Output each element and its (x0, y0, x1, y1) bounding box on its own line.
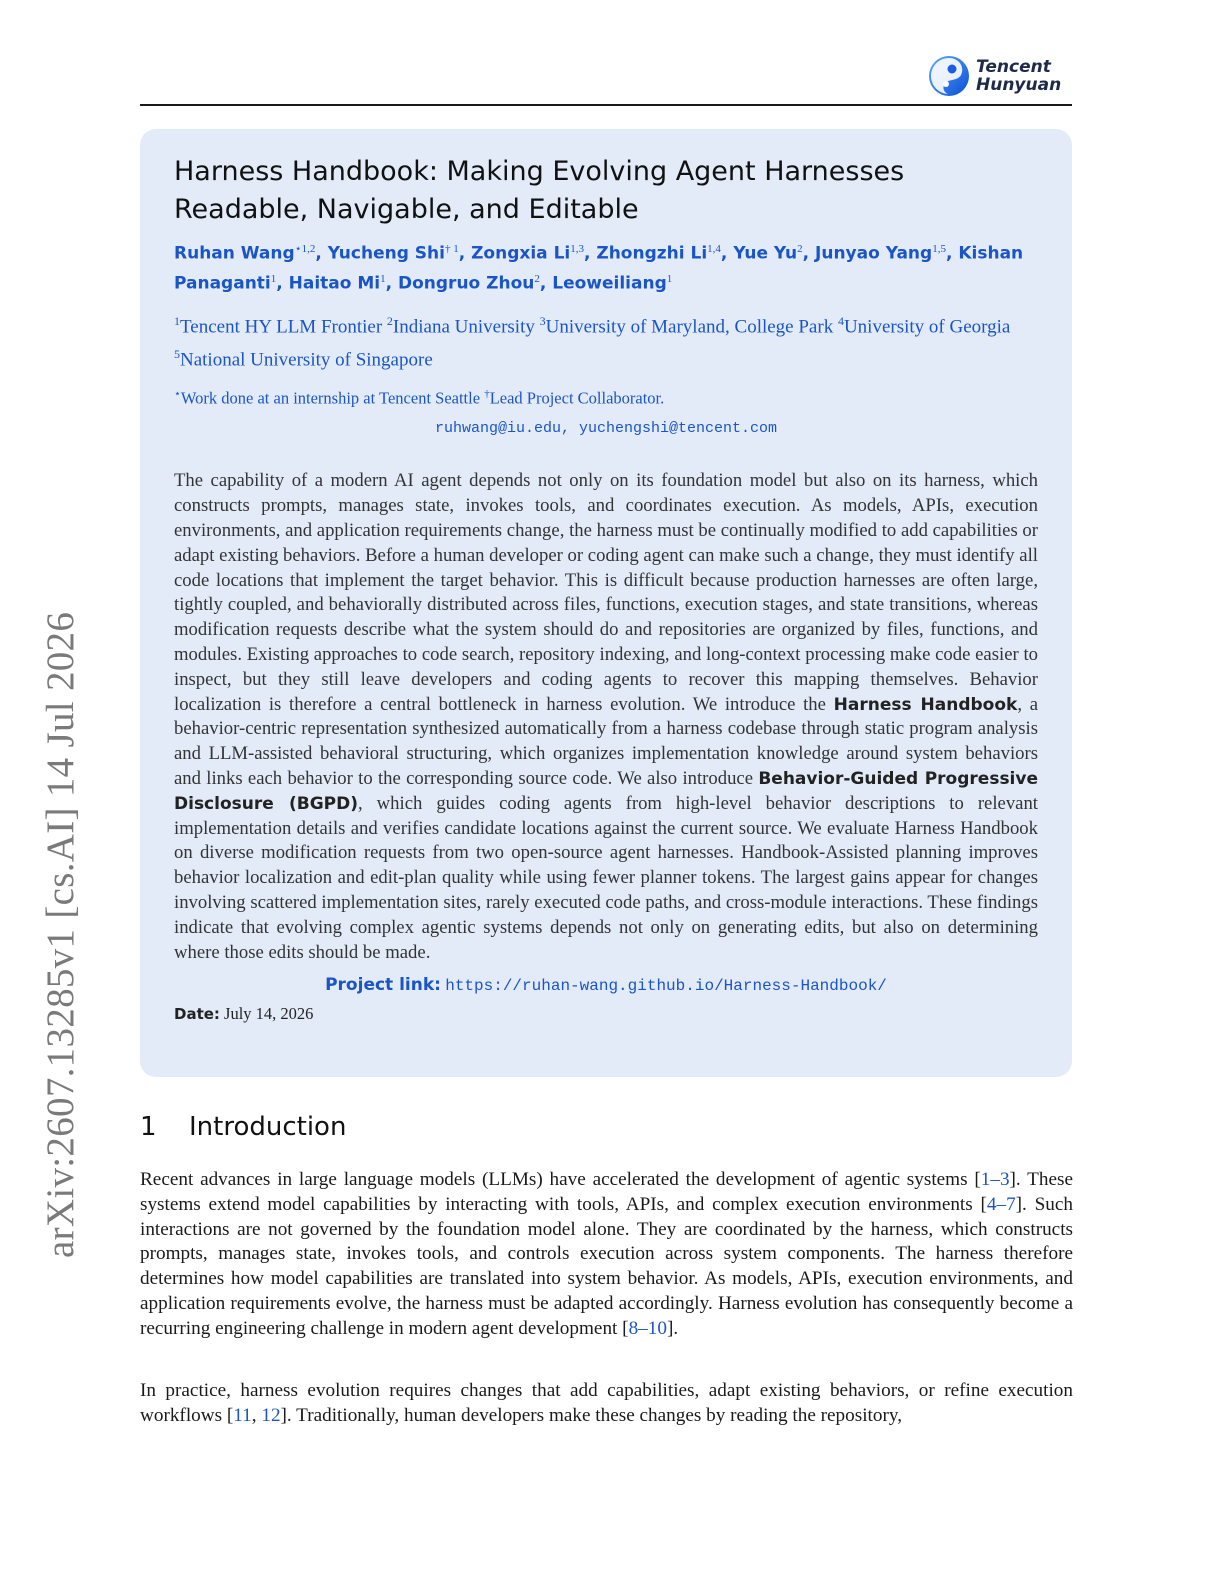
author-name[interactable]: Junyao Yang (815, 243, 933, 264)
author-name[interactable]: Zhongzhi Li (596, 243, 708, 264)
author-footnotes (174, 383, 1038, 410)
abstract-part-1: The capability of a modern AI agent depends not only on its foundation model but also on its harness, which constructs prompts, manages state, invokes tools, and coordinates execution. As models, APIs, execution environments, and application requirements change, the harness must be continually modified to add capabilities or adapt existing behaviors. Before a human developer or coding agent can make such a change, they must identify all code locations that implement the target behavior. This is difficult because production harnesses are often large, tightly coupled, and behaviorally distributed across files, functions, execution stages, and state transitions, whereas modification requests describe what the system should do and repositories are organized by files, functions, and modules. Existing approaches to code search, repository indexing, and long-context processing make code easier to inspect, but they still leave developers and coding agents to recover this mapping themselves. Behavior localization is therefore a central bottleneck in harness evolution. We introduce the (174, 470, 1038, 715)
contact-emails[interactable]: ruhwang@iu.edu, yuchengshi@tencent.com (434, 420, 778, 438)
author-separator: , (315, 243, 328, 264)
affiliation-number: 5 (174, 346, 180, 361)
affiliation-number: 3 (539, 314, 546, 329)
paper-title: Harness Handbook: Making Evolving Agent Harnesses Readable, Navigable, and Editable (174, 156, 905, 225)
logo-word-tencent: Tencent (976, 57, 1051, 77)
author-affiliation-mark: 2 (534, 272, 540, 285)
intro-p2-text-b: ]. Traditionally, human developers make these changes by reading the repository, (280, 1404, 903, 1426)
author-affiliation-mark: 1,5 (932, 243, 946, 255)
author-separator: , (276, 273, 289, 294)
intro-paragraph-1 (140, 1168, 1073, 1342)
intro-paragraph-2 (140, 1379, 1073, 1429)
author-separator: , (945, 243, 959, 264)
section-heading (140, 1112, 346, 1142)
affiliation-name: Indiana University (392, 316, 535, 338)
abstract-panel (140, 129, 1072, 1077)
author-affiliation-mark: 1 (380, 272, 386, 285)
abstract-part-2: , a behavior-centric representation synthesized automatically from a harness codebase through static program analysis and LLM-assisted behavioral structuring, which organizes implementation knowledge around system behaviors and links each behavior to the corresponding source code. We also introduce (174, 693, 1038, 790)
author-affiliation-mark: † 1 (444, 243, 459, 255)
affiliation-name: Tencent HY LLM Frontier (180, 316, 383, 338)
affiliation-name: National University of Singapore (180, 348, 433, 370)
intro-p1-text-d: ]. (666, 1317, 679, 1339)
intro-p2-sep: , (251, 1404, 262, 1426)
author-name[interactable]: Kishan Panaganti (174, 243, 1024, 294)
author-affiliation-mark: 1,4 (707, 243, 721, 255)
author-separator: , (583, 243, 597, 264)
footnote-text: Lead Project Collaborator. (489, 388, 665, 408)
author-affiliation-mark: ⋆1,2 (294, 243, 316, 255)
affiliation-number: 2 (386, 314, 393, 329)
project-link-url[interactable]: https://ruhan-wang.github.io/Harness-Handbook/ (445, 977, 887, 996)
affiliation-name: University of Georgia (843, 316, 1011, 338)
intro-p1-text-a: Recent advances in large language models (LLMs) have accelerated the development of agentic systems [ (140, 1169, 981, 1190)
header-rule (140, 104, 1072, 106)
term-harness-handbook: Harness Handbook (833, 694, 1018, 715)
author-separator: , (720, 243, 734, 264)
citation-link[interactable]: 8–10 (628, 1317, 667, 1339)
affiliation-list (174, 308, 1038, 373)
section-number: 1 (140, 1112, 157, 1142)
affiliation-name: University of Maryland, College Park (545, 316, 834, 338)
tencent-hunyuan-logo (928, 54, 1061, 98)
term-bgpd: Behavior-Guided Progressive Disclosure (BGPD) (174, 769, 1038, 814)
section-title: Introduction (189, 1112, 347, 1142)
author-separator: , (802, 243, 816, 264)
author-name[interactable]: Haitao Mi (288, 273, 381, 294)
date-line (174, 1002, 1038, 1026)
author-affiliation-mark: 1 (666, 272, 673, 285)
author-list (174, 237, 1038, 296)
intro-p1-text-c: ]. Such interactions are not governed by the foundation model alone. They are coordinated by the harness, which constructs prompts, manages state, invokes tools, and controls execution across system components. The harness therefore determines how model capabilities are translated into system behavior. As models, APIs, execution environments, and application requirements evolve, the harness must be adapted accordingly. Harness evolution has consequently become a recurring engineering challenge in modern agent development [ (140, 1193, 1073, 1339)
author-separator: , (385, 273, 398, 294)
arxiv-identifier-stamp: arXiv:2607.13285v1 [cs.AI] 14 Jul 2026 (39, 611, 82, 1258)
author-separator: , (458, 243, 472, 264)
intro-p1-text-b: ]. These systems extend model capabilities by interacting with tools, APIs, and complex execution environments [ (140, 1169, 1073, 1215)
footnote-mark: ⋆ (174, 387, 181, 400)
author-name[interactable]: Ruhan Wang (174, 243, 295, 264)
author-name[interactable]: Zongxia Li (471, 243, 571, 264)
author-name[interactable]: Leoweiliang (552, 273, 667, 294)
date-value: July 14, 2026 (224, 1004, 314, 1024)
author-affiliation-mark: 1 (270, 272, 277, 285)
citation-link[interactable]: 1–3 (980, 1169, 1010, 1190)
author-affiliation-mark: 1,3 (570, 243, 584, 255)
footnote-mark: † (484, 387, 490, 400)
abstract-part-3: , which guides coding agents from high-level behavior descriptions to relevant implementation details and verifies candidate locations against the current source. We evaluate Harness Handbook on diverse modification requests from two open-source agent harnesses. Handbook-Assisted planning improves behavior localization and edit-plan quality while using fewer planner tokens. The largest gains appear for changes involving scattered implementation sites, rarely executed code paths, and cross-module interactions. These findings indicate that evolving complex agentic systems depends not only on generating edits, but also on determining where those edits should be made. (174, 792, 1038, 963)
affiliation-number: 1 (174, 314, 180, 329)
citation-link[interactable]: 11 (233, 1404, 252, 1426)
date-label: Date: (174, 1005, 220, 1024)
citation-link[interactable]: 4–7 (986, 1193, 1016, 1215)
author-name[interactable]: Yue Yu (733, 243, 798, 264)
intro-p2-text-a: In practice, harness evolution requires changes that add capabilities, adapt existing behaviors, or refine execution workflows [ (140, 1380, 1073, 1426)
logo-word-hunyuan: Hunyuan (976, 75, 1062, 95)
author-separator: , (539, 273, 553, 294)
author-name[interactable]: Yucheng Shi (327, 243, 445, 264)
abstract-text (174, 469, 1038, 965)
citation-link[interactable]: 12 (261, 1404, 281, 1426)
author-name[interactable]: Dongruo Zhou (398, 273, 535, 294)
project-link-label: Project link: (325, 975, 441, 996)
footnote-text: Work done at an internship at Tencent Seattle (180, 388, 481, 408)
author-affiliation-mark: 2 (797, 243, 803, 255)
tencent-hunyuan-logo-icon (928, 55, 970, 97)
project-link-line (174, 973, 1038, 998)
affiliation-number: 4 (837, 314, 844, 329)
